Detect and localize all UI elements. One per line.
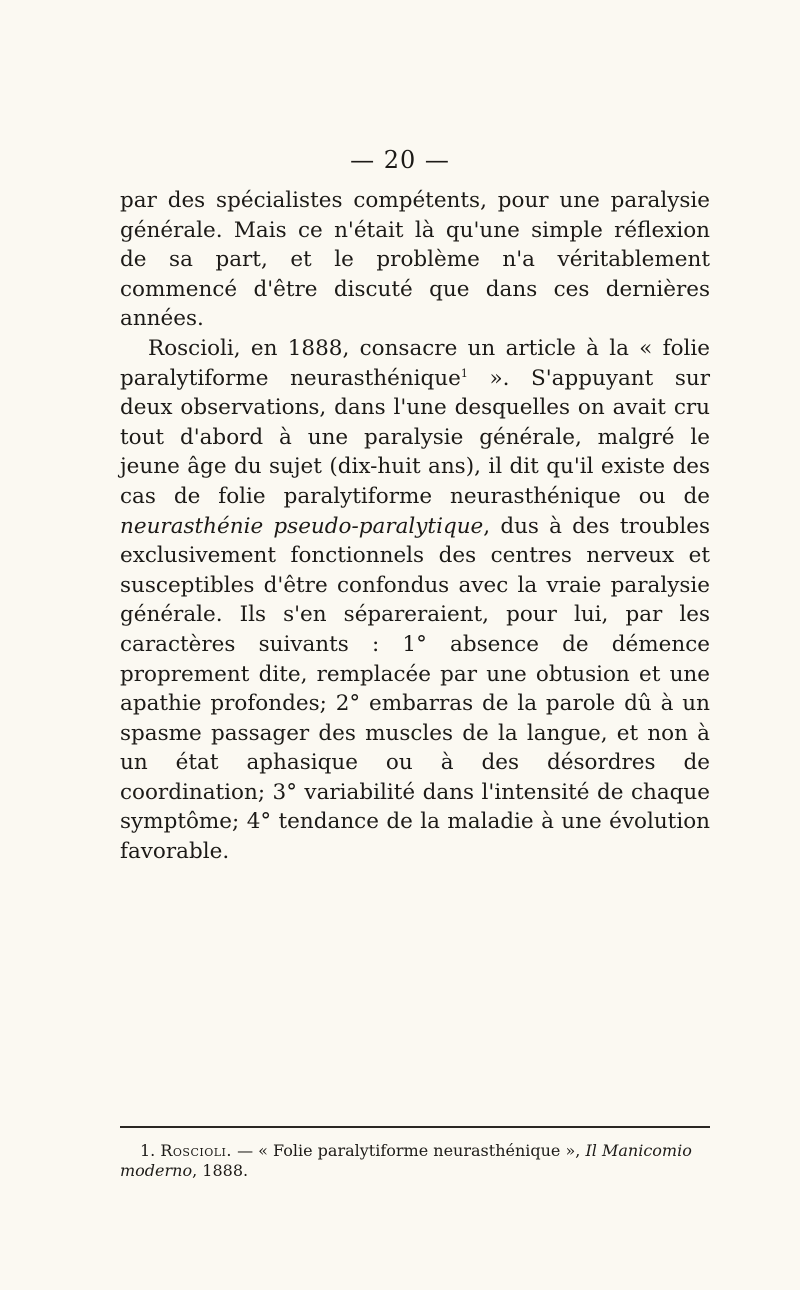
paragraph-2: [120, 334, 710, 867]
footnote-divider: [120, 1126, 710, 1128]
body-text: [120, 186, 710, 867]
footnote-year: , 1888.: [192, 1161, 249, 1180]
page-number: — 20 —: [350, 146, 450, 174]
footnote-author: Roscioli.: [160, 1141, 232, 1160]
footnote-journal: Il Manicomio moderno: [120, 1141, 692, 1180]
footnote-number: 1.: [140, 1141, 156, 1160]
paragraph-2-start: Roscioli, en 1888, consacre un article à la « folie paralytiforme neurasthénique: [120, 335, 710, 391]
paragraph-2-middle: ». S'appuyant sur deux observations, dans l'une desquelles on avait cru tout d'abord à une paralysie générale, malgré le jeune âge du sujet (dix-huit ans), il dit qu'il existe des cas de folie paralytiforme neurasthénique ou de: [120, 365, 711, 509]
paragraph-1: par des spécialistes compétents, pour une paralysie générale. Mais ce n'était là qu'une simple réflexion de sa part, et le problème n'a véritablement commencé d'être discuté que dans ces dernières années.: [120, 188, 710, 332]
italic-term: neurasthénie pseudo-paralytique: [120, 513, 484, 539]
paragraph-2-end: , dus à des troubles exclusivement fonctionnels des centres nerveux et susceptibles d'être confondus avec la vraie paralysie générale. Ils s'en sépareraient, pour lui, par les caractères suivants : 1° absence de démence proprement dite, remplacée par une obtusion et une apathie profondes; 2° embarras de la parole dû à un spasme passager des muscles de la langue, et non à un état aphasique ou à des désordres de coordination; 3° variabilité dans l'intensité de chaque symptôme; 4° tendance de la maladie à une évolution favorable.: [120, 513, 710, 865]
footnote-reference: 1: [460, 366, 468, 380]
footnote-title: — « Folie paralytiforme neurasthénique »,: [231, 1141, 586, 1160]
footnote: [120, 1141, 710, 1181]
